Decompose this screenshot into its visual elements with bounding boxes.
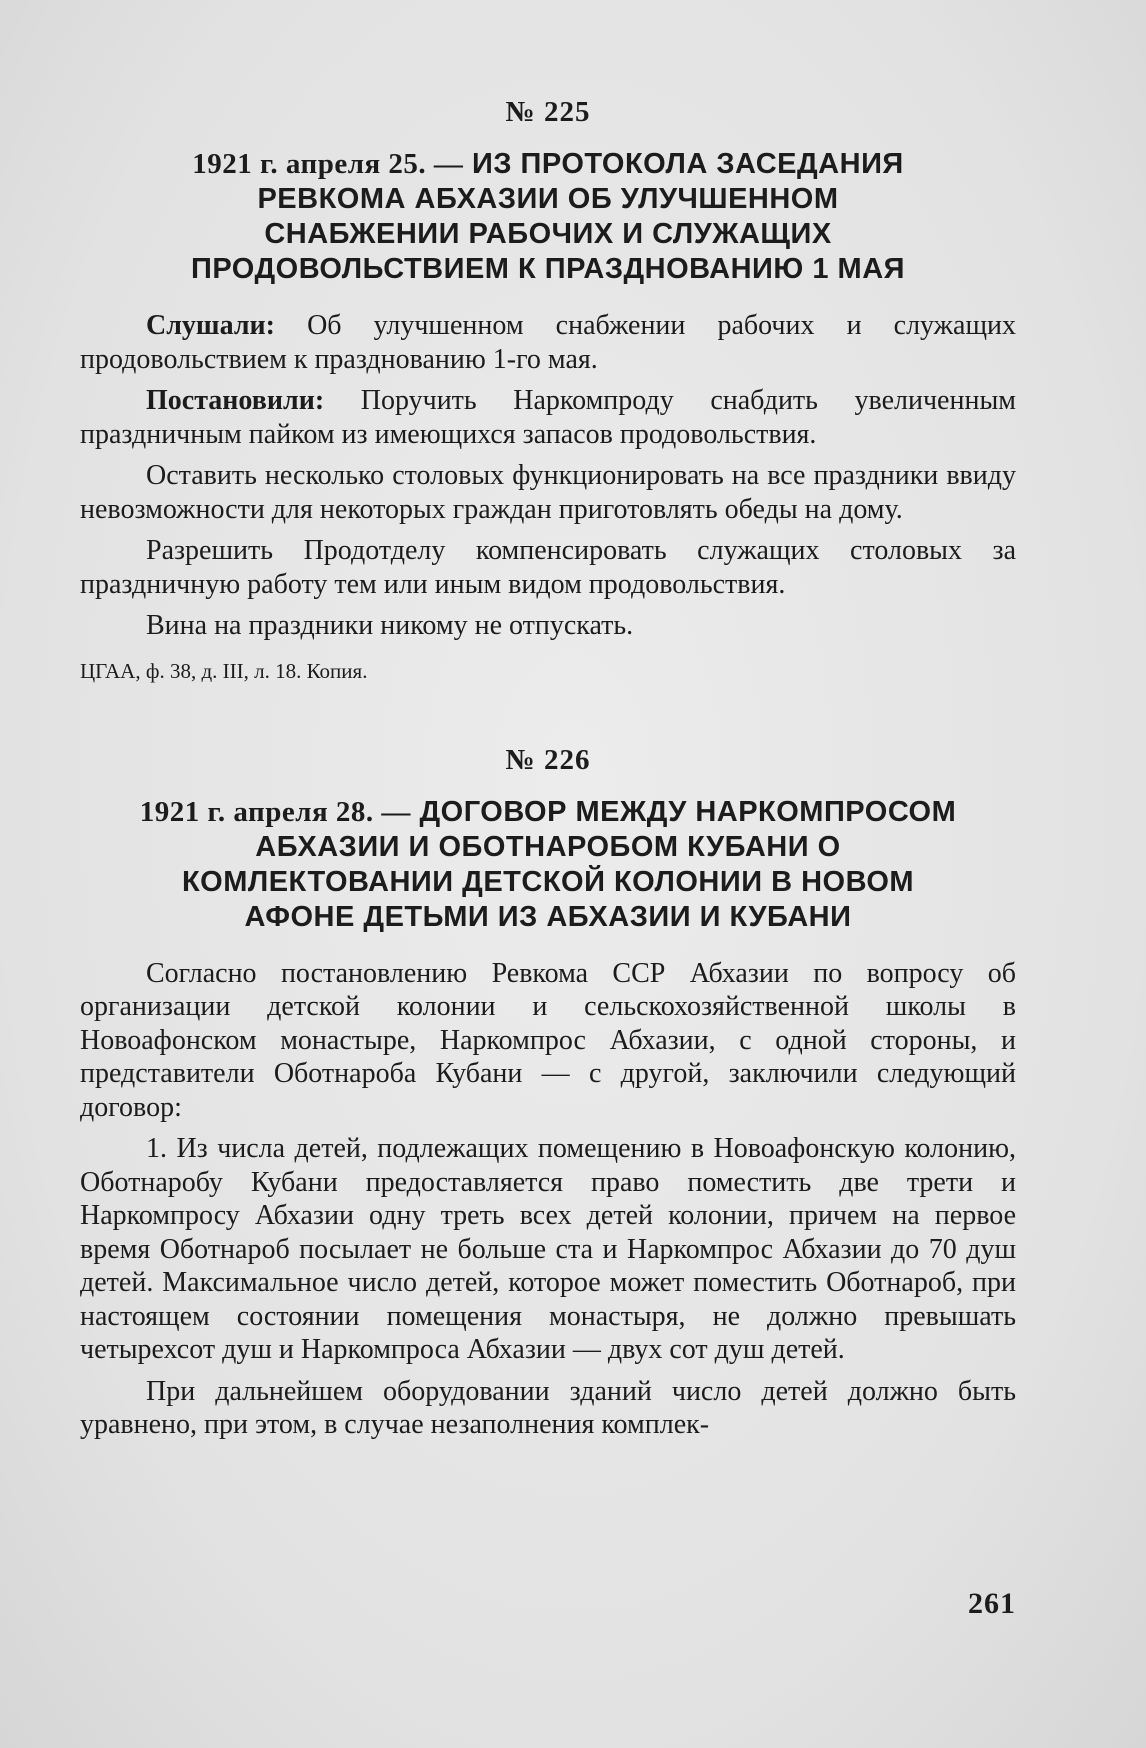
doc-225-heading-line-2: РЕВКОМА АБХАЗИИ ОБ УЛУЧШЕННОМ <box>257 183 839 215</box>
doc-225-heading <box>80 147 1016 287</box>
doc-226-paragraph: При дальнейшем оборудовании зданий число детей должно быть уравнено, при этом, в случае незаполнения комплек- <box>80 1375 1016 1440</box>
doc-226-heading-line-1 <box>80 795 1016 830</box>
doc-226-heading <box>80 795 1016 935</box>
doc-226-heading-text: ДОГОВОР МЕЖДУ НАРКОМПРОСОМ <box>419 795 957 828</box>
doc-226-heading-line-2: АБХАЗИИ И ОБОТНАРОБОМ КУБАНИ О <box>255 830 841 863</box>
doc-225-heading-line-1 <box>80 147 1016 182</box>
heard-label: Слушали: <box>146 310 275 341</box>
doc-225-heading-line-4: ПРОДОВОЛЬСТВИЕМ К ПРАЗДНОВАНИЮ 1 МАЯ <box>191 253 905 285</box>
heard-text: Об улучшенном снабжении рабочих и служащих продовольствием к празднованию 1-го мая. <box>80 310 1016 375</box>
doc-225-heading-text: ИЗ ПРОТОКОЛА ЗАСЕДАНИЯ <box>471 148 904 180</box>
doc-225-paragraph: Разрешить Продотделу компенсировать служащих столовых за праздничную работу тем или иным видом продовольствия. <box>80 535 1016 600</box>
doc-225-number: № 225 <box>505 96 591 128</box>
doc-225-paragraph: Оставить несколько столовых функционировать на все праздники ввиду невозможности для некоторых граждан приготовлять обеды на дому. <box>80 460 1016 525</box>
resolved-label: Постановили: <box>146 385 325 416</box>
doc-226-heading-line-3: КОМЛЕКТОВАНИИ ДЕТСКОЙ КОЛОНИИ В НОВОМ <box>181 865 915 898</box>
doc-226-date: 1921 г. апреля 28. — <box>139 795 411 828</box>
doc-225-resolved-paragraph <box>80 384 1016 451</box>
doc-225-source-note: ЦГАА, ф. 38, д. III, л. 18. Копия. <box>80 658 368 683</box>
section-spacer <box>80 685 1016 743</box>
resolved-text: Поручить Наркомпроду снабдить увеличенным праздничным пайком из имеющихся запасов продовольствия. <box>80 385 1016 450</box>
doc-226-number: № 226 <box>505 743 591 776</box>
doc-225-date: 1921 г. апреля 25. — <box>192 148 464 180</box>
doc-225-paragraph: Вина на праздники никому не отпускать. <box>146 610 634 641</box>
doc-225-heard-paragraph <box>80 309 1016 376</box>
doc-226-heading-line-4: АФОНЕ ДЕТЬМИ ИЗ АБХАЗИИ И КУБАНИ <box>244 900 852 933</box>
doc-226-paragraph: Согласно постановлению Ревкома ССР Абхазии по вопросу об организации детской колонии и сельскохозяйственной школы в Новоафонском монастыре, Наркомпрос Абхазии, с одной стороны, и представители Оботнароба Кубани — с другой, заключили следующий договор: <box>80 957 1016 1123</box>
doc-226-paragraph: 1. Из числа детей, подлежащих помещению в Новоафонскую колонию, Оботнаробу Кубани предоставляется право поместить две трети и Наркомпросу Абхазии одну треть всех детей колонии, причем на первое время Оботнароб посылает не больше ста и Наркомпрос Абхазии до 70 душ детей. Максимальное число детей, которое может поместить Оботнароб, при настоящем состоянии помещения монастыря, не должно превышать четырехсот душ и Наркомпроса Абхазии — двух сот душ детей. <box>80 1133 1016 1365</box>
page-number: 261 <box>968 1587 1016 1620</box>
page-content <box>80 95 1016 1442</box>
doc-225-heading-line-3: СНАБЖЕНИИ РАБОЧИХ И СЛУЖАЩИХ <box>264 218 832 250</box>
